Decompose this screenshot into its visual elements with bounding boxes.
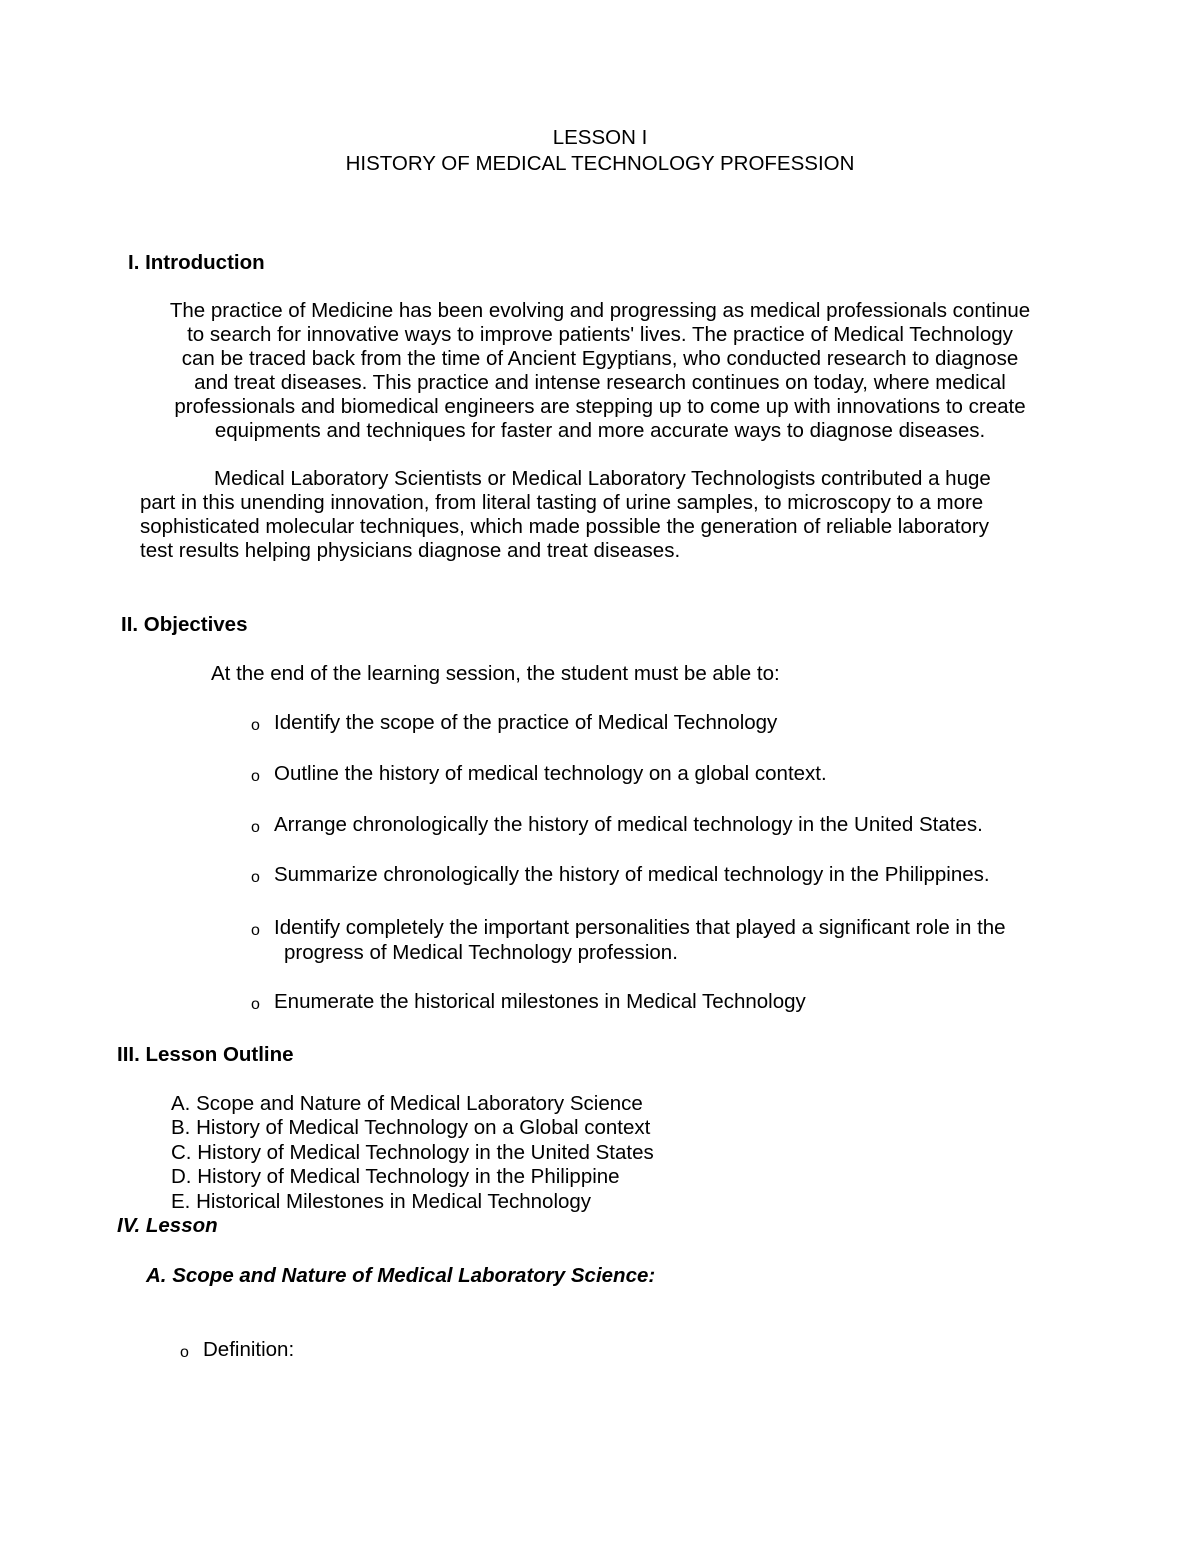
outline-item: C. History of Medical Technology in the United States (171, 1141, 654, 1164)
intro-paragraph2-line: Medical Laboratory Scientists or Medical Laboratory Technologists contributed a huge (214, 467, 991, 490)
outline-item: D. History of Medical Technology in the Philippine (171, 1165, 620, 1188)
intro-paragraph-line: equipments and techniques for faster and more accurate ways to diagnose diseases. (214, 419, 986, 442)
objective-item: Outline the history of medical technology on a global context. (274, 762, 827, 785)
objective-item: Identify the scope of the practice of Medical Technology (274, 711, 778, 734)
objective-item-continuation: progress of Medical Technology profession. (284, 941, 678, 964)
intro-paragraph-line: to search for innovative ways to improve patients' lives. The practice of Medical Technology (187, 323, 1013, 346)
bullet-icon: o (251, 996, 260, 1013)
intro-paragraph-line: professionals and biomedical engineers are stepping up to come up with innovations to create (174, 395, 1026, 418)
introduction-heading: I. Introduction (128, 251, 265, 274)
intro-paragraph2-line: test results helping physicians diagnose and treat diseases. (140, 539, 681, 562)
lesson-number: LESSON I (552, 126, 648, 149)
lesson-outline-heading: III. Lesson Outline (117, 1043, 294, 1066)
objective-item: Arrange chronologically the history of medical technology in the United States. (274, 813, 983, 836)
intro-paragraph2-line: part in this unending innovation, from literal tasting of urine samples, to microscopy to a more (140, 491, 984, 514)
objective-item: Identify completely the important personalities that played a significant role in the (274, 916, 1006, 939)
lesson-title: HISTORY OF MEDICAL TECHNOLOGY PROFESSION (345, 152, 855, 175)
lesson-subheading: A. Scope and Nature of Medical Laboratory Science: (146, 1264, 656, 1287)
bullet-icon: o (251, 717, 260, 734)
bullet-icon: o (180, 1344, 189, 1361)
bullet-icon: o (251, 922, 260, 939)
objectives-lead: At the end of the learning session, the student must be able to: (211, 662, 780, 685)
lesson-heading: IV. Lesson (117, 1214, 218, 1237)
outline-item: E. Historical Milestones in Medical Technology (171, 1190, 592, 1213)
intro-paragraph-line: The practice of Medicine has been evolving and progressing as medical professionals continue (169, 299, 1031, 322)
outline-item: B. History of Medical Technology on a Global context (171, 1116, 651, 1139)
objectives-heading: II. Objectives (121, 613, 248, 636)
objective-item: Enumerate the historical milestones in Medical Technology (274, 990, 806, 1013)
intro-paragraph-line: and treat diseases. This practice and intense research continues on today, where medical (194, 371, 1006, 394)
objective-item: Summarize chronologically the history of medical technology in the Philippines. (274, 863, 990, 886)
definition-label: Definition: (203, 1338, 295, 1361)
intro-paragraph2-line: sophisticated molecular techniques, which made possible the generation of reliable laboratory (140, 515, 989, 538)
bullet-icon: o (251, 768, 260, 785)
bullet-icon: o (251, 869, 260, 886)
outline-item: A. Scope and Nature of Medical Laboratory Science (171, 1092, 643, 1115)
intro-paragraph-line: can be traced back from the time of Ancient Egyptians, who conducted research to diagnose (181, 347, 1019, 370)
bullet-icon: o (251, 819, 260, 836)
